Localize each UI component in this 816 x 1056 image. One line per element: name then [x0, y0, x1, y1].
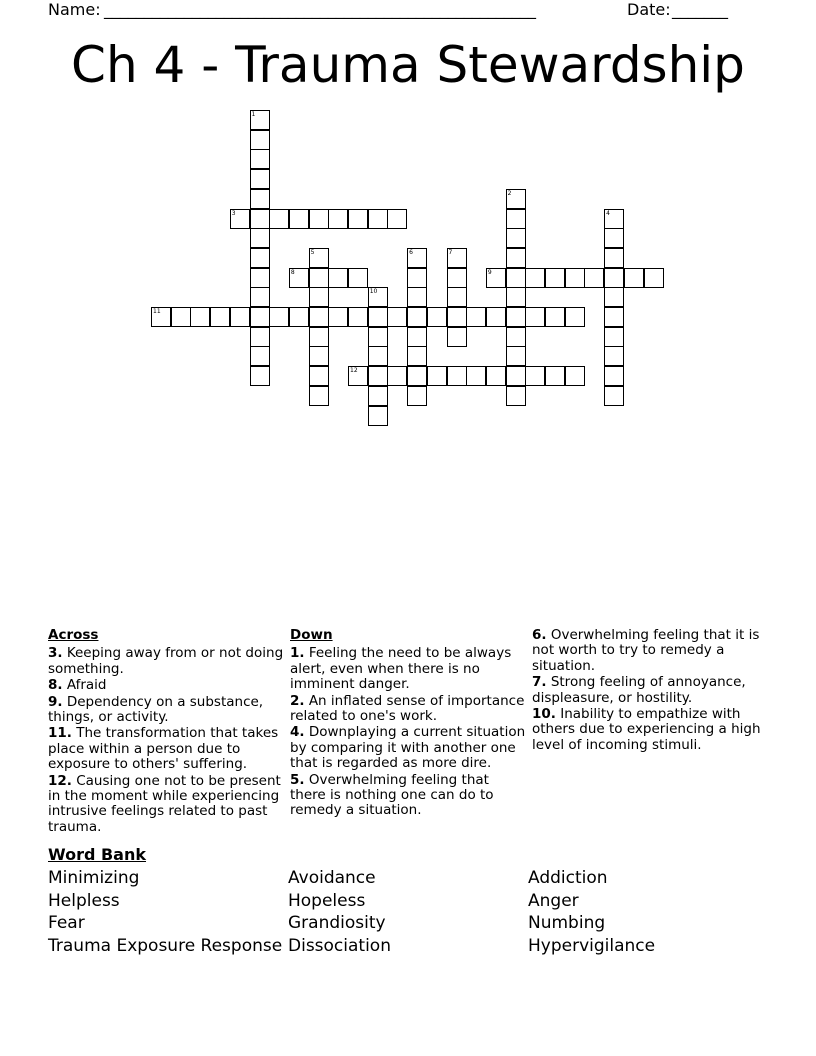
crossword-cell[interactable] — [525, 268, 545, 288]
crossword-cell[interactable] — [190, 307, 210, 327]
crossword-cell[interactable] — [230, 209, 250, 229]
clue-number-label: 12. — [48, 772, 72, 789]
crossword-cell[interactable] — [368, 327, 388, 347]
crossword-cell[interactable] — [328, 307, 348, 327]
word-bank-item: Hypervigilance — [528, 935, 656, 956]
crossword-cell[interactable] — [525, 307, 545, 327]
crossword-cell[interactable] — [604, 307, 624, 327]
clue-text: Strong feeling of annoyance, displeasure, or hostility. — [532, 674, 746, 706]
across-heading: Across — [48, 627, 99, 643]
clue-number: 3 — [231, 209, 236, 217]
clue-text: Dependency on a substance, things, or activity. — [48, 693, 264, 726]
crossword-cell[interactable] — [506, 209, 526, 229]
clue-number: 9 — [487, 268, 492, 276]
clue-text: Causing one not to be present in the moment while experiencing intrusive feelings related to past trauma. — [48, 772, 281, 835]
crossword-cell[interactable] — [230, 307, 250, 327]
header — [0, 0, 816, 22]
clue-number-label: 9. — [48, 693, 63, 710]
clue-number-label: 5. — [290, 771, 305, 788]
crossword-cell[interactable] — [604, 209, 624, 229]
word-bank-title: Word Bank — [48, 845, 147, 864]
crossword-cell[interactable] — [447, 287, 467, 307]
crossword-cell[interactable] — [545, 307, 565, 327]
across-clues — [48, 628, 286, 836]
crossword-cell[interactable] — [604, 386, 624, 406]
crossword-cell[interactable] — [269, 307, 289, 327]
clue-item — [48, 678, 286, 693]
word-bank-item: Hopeless — [288, 890, 366, 911]
crossword-cell[interactable] — [250, 248, 270, 268]
crossword-cell[interactable] — [269, 209, 289, 229]
crossword-cell[interactable] — [348, 366, 368, 386]
crossword-cell[interactable] — [250, 130, 270, 150]
crossword-cell[interactable] — [387, 209, 407, 229]
name-label: Name: — [48, 0, 101, 19]
clue-text: Overwhelming feeling that there is nothing one can do to remedy a situation. — [290, 771, 494, 819]
crossword-cell[interactable] — [368, 386, 388, 406]
clue-text: Inability to empathize with others due to experiencing a high level of incoming stimuli. — [532, 706, 761, 753]
crossword-cell[interactable] — [466, 307, 486, 327]
page-title: Ch 4 - Trauma Stewardship — [71, 36, 745, 94]
crossword-cell[interactable] — [447, 248, 467, 268]
crossword-cell[interactable] — [506, 228, 526, 248]
crossword-cell[interactable] — [289, 307, 309, 327]
crossword-cell[interactable] — [387, 307, 407, 327]
date-label: Date: — [627, 0, 671, 19]
crossword-cell[interactable] — [565, 307, 585, 327]
clue-number-label: 6. — [532, 627, 547, 643]
clue-number-label: 3. — [48, 645, 63, 662]
crossword-cell[interactable] — [368, 406, 388, 426]
crossword-cell[interactable] — [506, 386, 526, 406]
clue-number-label: 8. — [48, 677, 63, 694]
clue-number-label: 1. — [290, 645, 305, 662]
clue-number-label: 10. — [532, 706, 556, 723]
crossword-cell[interactable] — [250, 189, 270, 209]
clue-number: 12 — [350, 367, 358, 375]
crossword-cell[interactable] — [545, 268, 565, 288]
crossword-cell[interactable] — [368, 307, 388, 327]
clue-number: 1 — [251, 111, 256, 118]
crossword-cell[interactable] — [250, 307, 270, 327]
crossword-cell[interactable] — [604, 327, 624, 347]
crossword-cell[interactable] — [387, 366, 407, 386]
crossword-cell[interactable] — [368, 366, 388, 386]
crossword-cell[interactable] — [545, 366, 565, 386]
crossword-cell[interactable] — [407, 287, 427, 307]
crossword-cell[interactable] — [250, 209, 270, 229]
clue-number-label: 11. — [48, 725, 72, 742]
clue-number-label: 4. — [290, 724, 305, 741]
clue-item — [290, 694, 526, 725]
crossword-cell[interactable] — [427, 366, 447, 386]
clue-number: 8 — [290, 268, 295, 276]
crossword-cell[interactable] — [604, 366, 624, 386]
word-bank-item: Dissociation — [288, 935, 391, 956]
crossword-cell[interactable] — [604, 248, 624, 268]
crossword-cell[interactable] — [151, 307, 171, 327]
clue-number: 5 — [310, 248, 315, 256]
crossword-cell[interactable] — [407, 268, 427, 288]
clue-item — [48, 774, 286, 836]
clue-item — [290, 773, 526, 819]
crossword-cell[interactable] — [250, 149, 270, 169]
word-bank-item: Grandiosity — [288, 913, 386, 934]
crossword-cell[interactable] — [506, 307, 526, 327]
crossword-cell[interactable] — [506, 346, 526, 366]
down-clues-continued — [532, 628, 768, 754]
clue-item — [532, 628, 768, 674]
clue-text: Downplaying a current situation by comparing it with another one that is regarded as more dire. — [290, 724, 526, 772]
clue-number: 11 — [153, 308, 161, 315]
clue-number: 7 — [448, 248, 453, 256]
crossword-cell[interactable] — [447, 327, 467, 347]
name-field[interactable]: ______________________________________________________ — [104, 0, 536, 19]
crossword-cell[interactable] — [309, 248, 329, 268]
crossword-cell[interactable] — [407, 386, 427, 406]
crossword-cell[interactable] — [506, 189, 526, 209]
crossword-cell[interactable] — [250, 346, 270, 366]
crossword-cell[interactable] — [250, 327, 270, 347]
crossword-cell[interactable] — [309, 346, 329, 366]
clue-text: Keeping away from or not doing something. — [48, 645, 284, 677]
crossword-cell[interactable] — [368, 209, 388, 229]
down-clues — [290, 628, 526, 820]
clue-number-label: 7. — [532, 674, 547, 691]
crossword-cell[interactable] — [565, 366, 585, 386]
crossword-cell[interactable] — [250, 110, 270, 130]
date-field[interactable]: _______ — [672, 0, 728, 19]
word-bank-item: Avoidance — [288, 868, 376, 888]
clue-item — [48, 646, 286, 677]
crossword-cell[interactable] — [407, 366, 427, 386]
crossword-cell[interactable] — [407, 307, 427, 327]
crossword-cell[interactable] — [407, 327, 427, 347]
crossword-cell[interactable] — [348, 307, 368, 327]
crossword-cell[interactable] — [447, 268, 467, 288]
crossword-cell[interactable] — [171, 307, 191, 327]
clue-number-label: 2. — [290, 692, 305, 709]
crossword-cell[interactable] — [604, 346, 624, 366]
crossword-cell[interactable] — [584, 268, 604, 288]
clue-number: 2 — [507, 189, 512, 197]
crossword-cell[interactable] — [644, 268, 664, 288]
crossword-cell[interactable] — [506, 268, 526, 288]
crossword-cell[interactable] — [447, 366, 467, 386]
crossword-cell[interactable] — [250, 268, 270, 288]
crossword-cell[interactable] — [506, 327, 526, 347]
crossword-cell[interactable] — [309, 209, 329, 229]
crossword-cell[interactable] — [309, 386, 329, 406]
crossword-cell[interactable] — [250, 366, 270, 386]
word-bank-item: Addiction — [528, 868, 608, 888]
crossword-cell[interactable] — [407, 346, 427, 366]
crossword-cell[interactable] — [604, 228, 624, 248]
clue-item — [48, 695, 286, 726]
word-bank-item: Trauma Exposure Response — [48, 935, 283, 956]
clue-number: 10 — [369, 288, 378, 296]
crossword-cell[interactable] — [368, 287, 388, 307]
crossword-cell[interactable] — [506, 287, 526, 307]
crossword-cell[interactable] — [604, 287, 624, 307]
word-bank-item: Minimizing — [48, 868, 140, 888]
word-bank-item: Fear — [48, 913, 85, 934]
crossword-cell[interactable] — [427, 307, 447, 327]
crossword-cell[interactable] — [368, 346, 388, 366]
clue-number: 6 — [409, 248, 413, 256]
clue-item — [290, 646, 526, 692]
clue-text: The transformation that takes place within a person due to exposure to others' suffering. — [48, 725, 279, 773]
crossword-cell[interactable] — [250, 287, 270, 307]
crossword-cell[interactable] — [328, 209, 348, 229]
crossword-cell[interactable] — [328, 268, 348, 288]
crossword-cell[interactable] — [604, 268, 624, 288]
clue-text: An inflated sense of importance related to one's work. — [290, 692, 525, 725]
clue-text: Overwhelming feeling that it is not worth to try to remedy a situation. — [532, 627, 760, 674]
clue-item — [532, 707, 768, 753]
crossword-cell[interactable] — [348, 209, 368, 229]
crossword-cell[interactable] — [447, 307, 467, 327]
crossword-cell[interactable] — [525, 366, 545, 386]
down-heading: Down — [290, 627, 333, 643]
clue-number: 4 — [606, 209, 610, 217]
crossword-cell[interactable] — [486, 268, 506, 288]
word-bank-item: Helpless — [48, 890, 120, 911]
clue-text: Afraid — [62, 677, 107, 694]
crossword-cell[interactable] — [309, 268, 329, 288]
crossword-cell[interactable] — [289, 268, 309, 288]
clue-text: Feeling the need to be always alert, even when there is no imminent danger. — [290, 645, 512, 693]
crossword-cell[interactable] — [624, 268, 644, 288]
crossword-cell[interactable] — [486, 366, 506, 386]
crossword-cell[interactable] — [565, 268, 585, 288]
word-bank-item: Anger — [528, 890, 579, 911]
clue-item — [290, 725, 526, 771]
crossword-cell[interactable] — [407, 248, 427, 268]
crossword-cell[interactable] — [506, 248, 526, 268]
crossword-cell[interactable] — [506, 366, 526, 386]
crossword-cell[interactable] — [250, 228, 270, 248]
crossword-cell[interactable] — [309, 307, 329, 327]
crossword-cell[interactable] — [210, 307, 230, 327]
crossword-cell[interactable] — [348, 268, 368, 288]
crossword-cell[interactable] — [309, 366, 329, 386]
word-bank-item: Numbing — [528, 913, 606, 934]
crossword-cell[interactable] — [250, 169, 270, 189]
crossword-cell[interactable] — [309, 327, 329, 347]
crossword-cell[interactable] — [289, 209, 309, 229]
clue-item — [532, 675, 768, 706]
crossword-cell[interactable] — [466, 366, 486, 386]
crossword-cell[interactable] — [486, 307, 506, 327]
clue-item — [48, 726, 286, 772]
crossword-cell[interactable] — [309, 287, 329, 307]
